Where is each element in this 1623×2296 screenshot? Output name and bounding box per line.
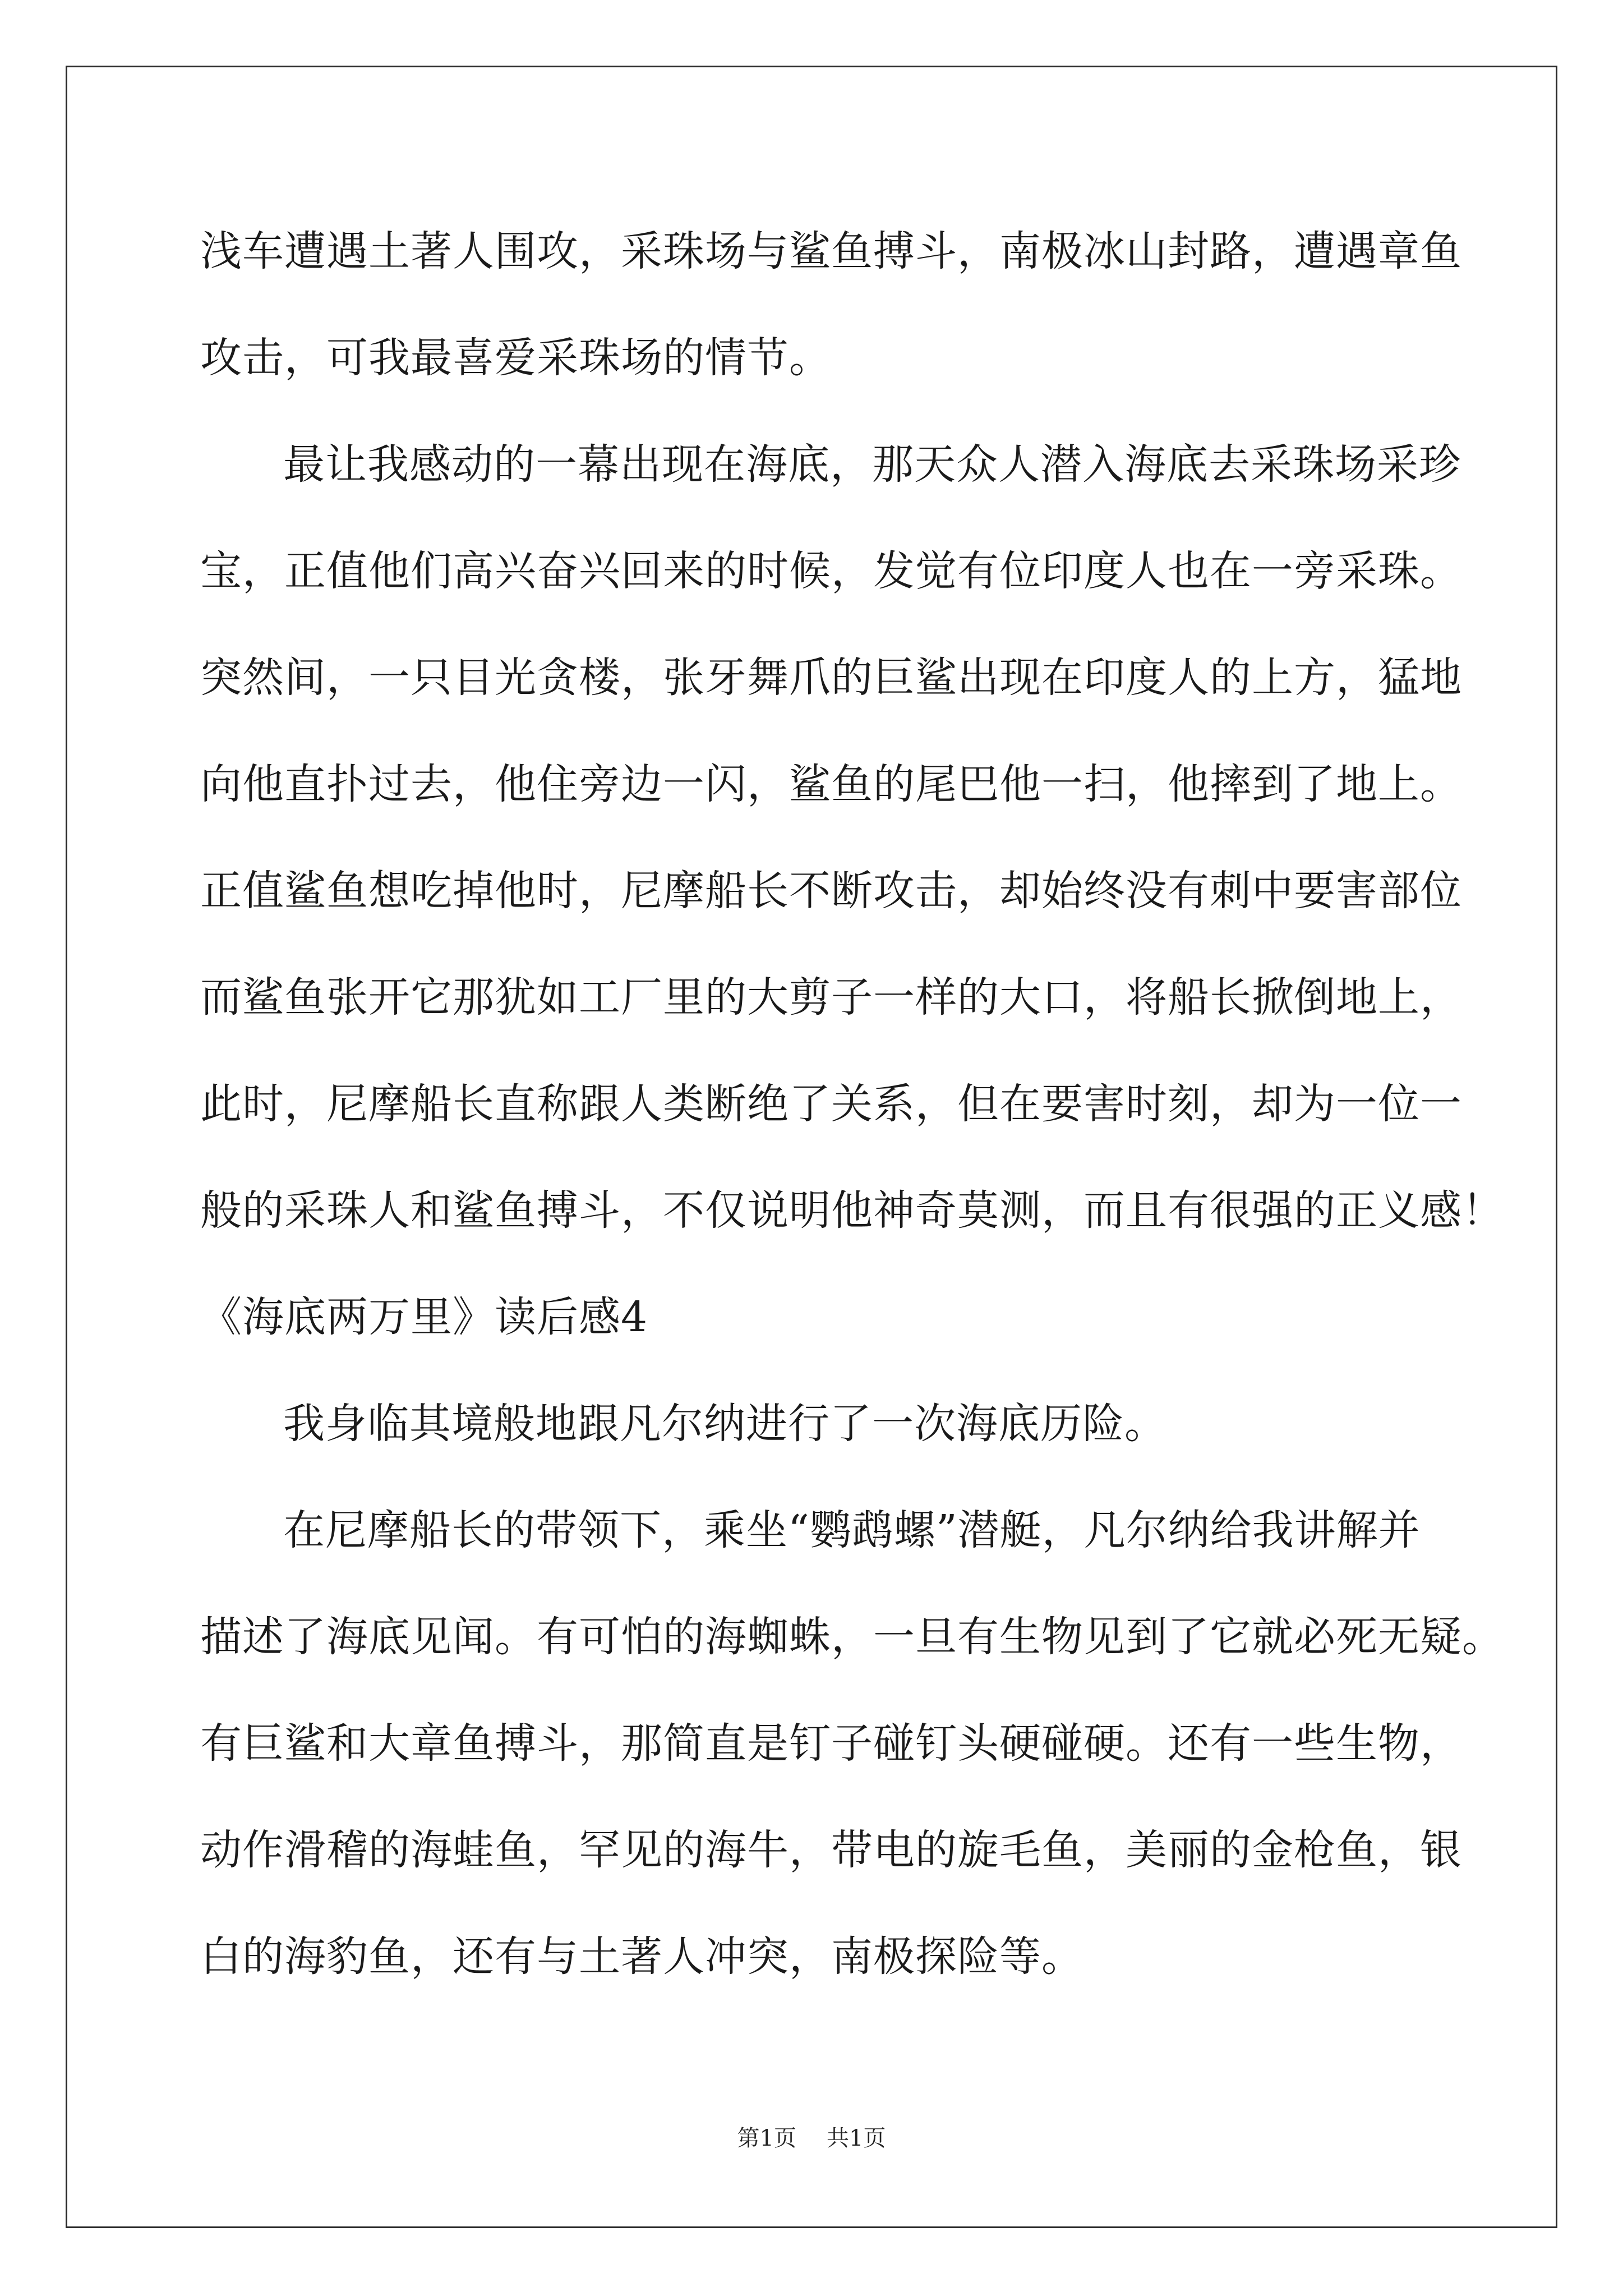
text-line: 突然间，一只目光贪楼，张牙舞爪的巨鲨出现在印度人的上方，猛地 [200,654,1462,702]
text-line: 此时，尼摩船长直称跟人类断绝了关系，但在要害时刻，却为一位一 [200,1080,1462,1128]
text-line: 描述了海底见闻。有可怕的海蜘蛛，一旦有生物见到了它就必死无疑。 [200,1613,1504,1661]
section-heading: 《海底两万里》读后感4 [200,1293,648,1341]
text-line: 正值鲨鱼想吃掉他时，尼摩船长不断攻击，却始终没有刺中要害部位 [200,867,1462,915]
text-line: 宝，正值他们高兴奋兴回来的时候，发觉有位印度人也在一旁采珠。 [200,547,1462,595]
text-line: 白的海豹鱼，还有与土著人冲突，南极探险等。 [200,1932,1083,1981]
paragraph-start: 最让我感动的一幕出现在海底，那天众人潜入海底去采珠场采珍 [283,440,1461,489]
page-number: 第1页 [737,2125,796,2151]
text-line: 浅车遭遇土著人围攻，采珠场与鲨鱼搏斗，南极冰山封路，遭遇章鱼 [200,227,1462,275]
text-line: 动作滑稽的海蛙鱼，罕见的海牛，带电的旋毛鱼，美丽的金枪鱼，银 [200,1826,1462,1874]
text-line: 攻击，可我最喜爱采珠场的情节。 [200,334,831,382]
text-line: 向他直扑过去，他住旁边一闪，鲨鱼的尾巴他一扫，他摔到了地上。 [200,760,1462,808]
paragraph-start: 我身临其境般地跟凡尔纳进行了一次海底历险。 [283,1400,1166,1448]
paragraph-start: 在尼摩船长的带领下，乘坐“鹦鹉螺”潜艇，凡尔纳给我讲解并 [283,1506,1421,1554]
page-total: 共1页 [827,2125,886,2151]
text-line: 般的采珠人和鲨鱼搏斗，不仅说明他神奇莫测，而且有很强的正义感！ [200,1186,1504,1235]
document-body [200,213,1504,2025]
text-line: 有巨鲨和大章鱼搏斗，那简直是钉子碰钉头硬碰硬。还有一些生物， [200,1719,1462,1768]
page-footer [0,2122,1623,2155]
text-line: 而鲨鱼张开它那犹如工厂里的大剪子一样的大口，将船长掀倒地上， [200,973,1462,1022]
